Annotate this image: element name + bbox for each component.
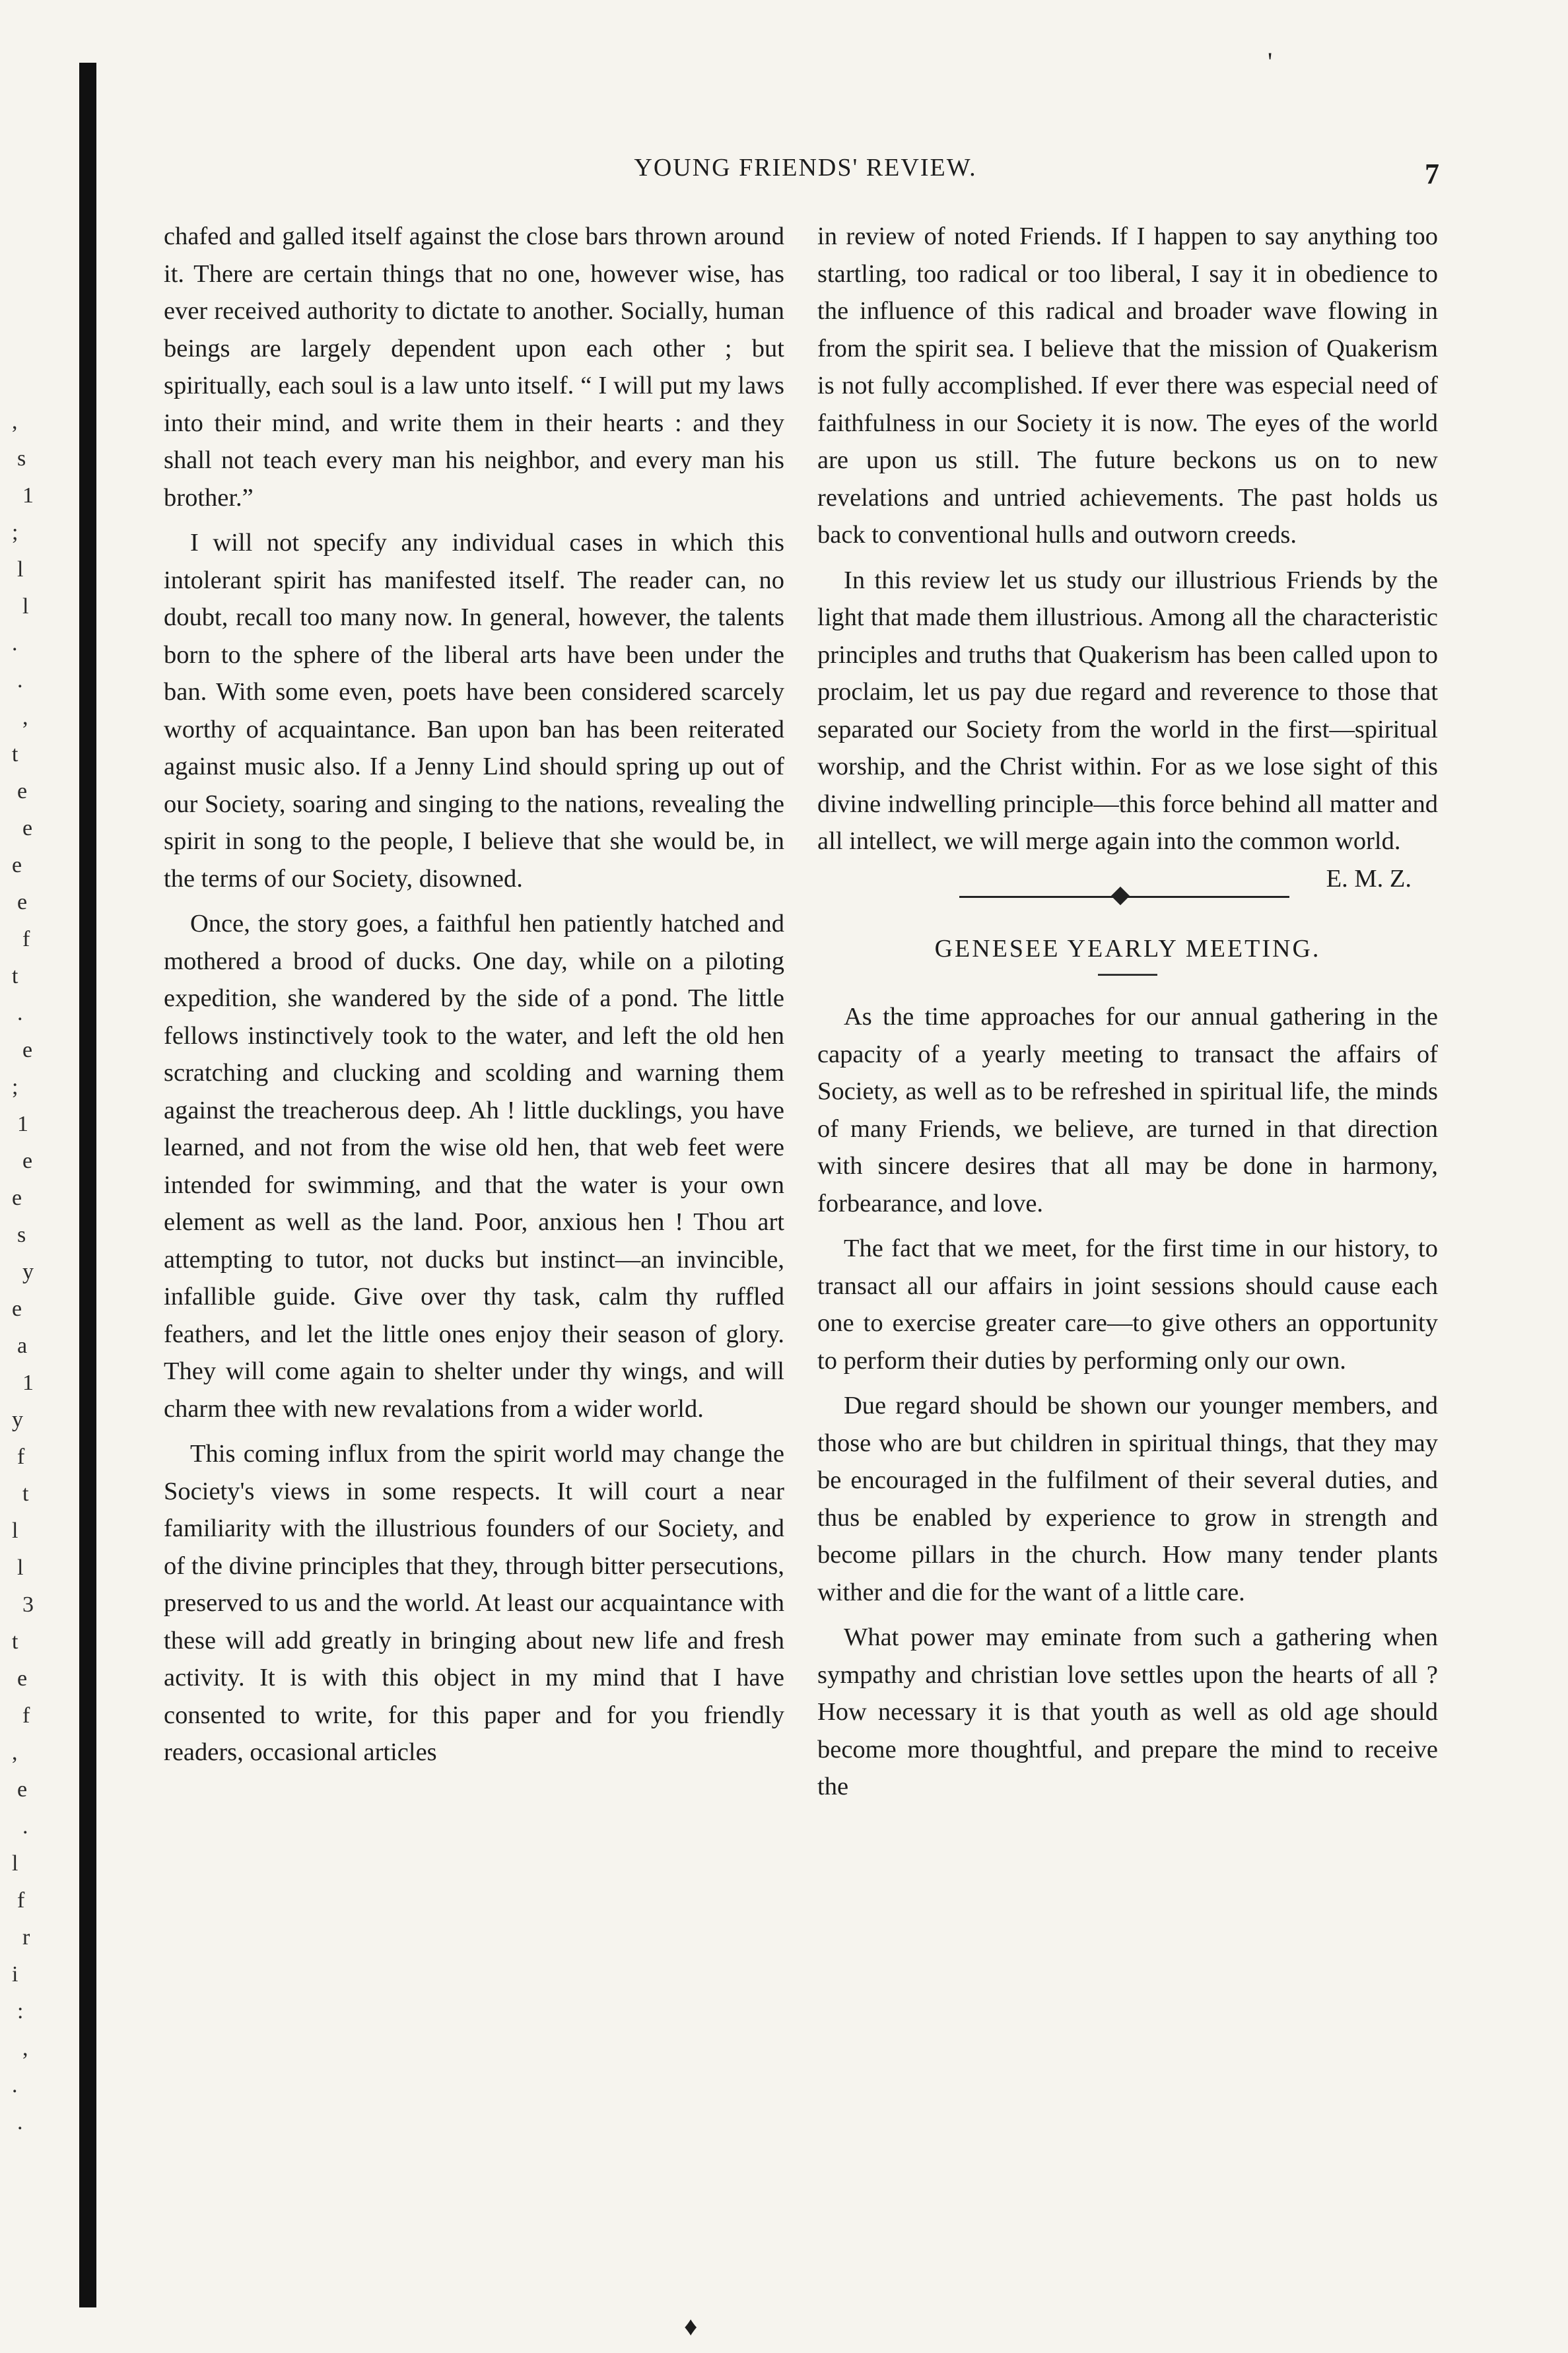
diamond-ornament-icon xyxy=(1111,886,1130,904)
section-title: GENESEE YEARLY MEETING. xyxy=(934,934,1321,963)
bleed-letter: e xyxy=(22,1038,33,1062)
paragraph: in review of noted Friends. If I happen to say anything too startling, too radical or too liberal, I say it in obedience to the influence of this radical and broader wave flowing in from the spirit sea. I believe that the mission of Quakerism is not fully accomplished. If ever there was especial need of faithfulness in our Society it is now. The eyes of the world are upon us still. The future beckons us on to new revelations and untried achievements. The past holds us back to conventional hulls and outworn creeds. xyxy=(817,222,1438,549)
bleed-letter: e xyxy=(12,853,22,877)
bleed-letter: : xyxy=(17,1999,24,2024)
facing-page-bleed xyxy=(0,409,92,2192)
bleed-letter: e xyxy=(17,890,28,914)
bleed-letter: f xyxy=(22,1703,30,1728)
bleed-letter: l xyxy=(12,1851,18,1876)
bleed-letter: , xyxy=(22,705,28,730)
bleed-letter: l xyxy=(12,1518,18,1543)
paragraph: What power may eminate from such a gathering when sympathy and christian love settles upon the hearts of all ? How necessary it is that youth as well as old age should become more thoughtful, and prepare the mind to receive the xyxy=(817,1623,1438,1800)
bleed-letter: , xyxy=(12,409,18,434)
bleed-letter: s xyxy=(17,1223,26,1247)
bleed-letter: y xyxy=(22,1260,34,1284)
bleed-letter: ; xyxy=(12,520,18,545)
bleed-letter: t xyxy=(22,1482,29,1506)
bleed-letter: e xyxy=(17,1666,28,1691)
bleed-letter: y xyxy=(12,1408,23,1432)
bleed-letter: e xyxy=(12,1297,22,1321)
paragraph: I will not specify any individual cases in which this intolerant spirit has manifested itself. The reader can, no doubt, recall too many now. In general, however, the talents born to the sphere of the liberal arts have been under the ban. With some even, poets have been considered scarcely worthy of acquaintance. Ban upon ban has been reiterated against music also. If a Jenny Lind should spring up out of our Society, soaring and singing to the nations, revealing the spirit in song to the people, I believe that she would be, in the terms of our Society, disowned. xyxy=(164,529,784,893)
bleed-letter: l xyxy=(17,1555,24,1580)
bleed-letter: 1 xyxy=(22,483,34,508)
author-signature: E. M. Z. xyxy=(1326,864,1412,893)
paragraph: This coming influx from the spirit world may change the Society's views in some respects. It will court a near familiarity with the illustrious founders of our Society, and of the divine principles that they, through bitter persecutions, preserved to us and the world. At least our acquaintance with these will add greatly in bringing about new life and fresh activity. It is with this object in my mind that I have consented to write, for this paper and for you friendly readers, occasional articles xyxy=(164,1440,784,1766)
bleed-letter: l xyxy=(22,594,29,619)
bleed-letter: e xyxy=(22,816,33,840)
bleed-letter: . xyxy=(17,2110,23,2134)
closing-text: In this review let us study our illustrious Friends by the light that made them illustrious. Among all the characteristic principles and truths that Quakerism has been called upon to proclaim, let us pay due regard and reverence to those that separated our Society from the world in the first—spiritual worship, and the Christ within. For as we lose sight of this divine indwelling principle—this force behind all matter and all intellect, we will merge again into the common world. xyxy=(817,566,1438,855)
closing-paragraph xyxy=(817,562,1438,893)
bleed-letter: . xyxy=(12,2073,18,2097)
paragraph: As the time approaches for our annual gathering in the capacity of a yearly meeting to transact the affairs of Society, as well as to be refreshed in spiritual life, the minds of many Friends, we believe, are turned in that direction with sincere desires that all may be done in harmony, forbearance, and love. xyxy=(817,1003,1438,1217)
page-number: 7 xyxy=(1425,158,1439,190)
bleed-letter: ; xyxy=(12,1075,18,1099)
bleed-letter: i xyxy=(12,1962,18,1987)
bleed-letter: e xyxy=(12,1186,22,1210)
bleed-letter: e xyxy=(22,1149,33,1173)
bleed-letter: . xyxy=(12,631,18,656)
paragraph: chafed and galled itself against the close bars thrown around it. There are certain things that no one, however wise, has ever received authority to dictate to another. Socially, human beings are largely dependent upon each other ; but spiritually, each soul is a law unto itself. “ I will put my laws into their mind, and write them in their hearts : and they shall not teach every man his neighbor, and every man his brother.” xyxy=(164,222,784,512)
bleed-letter: l xyxy=(17,557,24,582)
title-rule xyxy=(1098,974,1157,976)
bleed-letter: f xyxy=(22,927,30,951)
bleed-letter: a xyxy=(17,1334,28,1358)
paragraph: The fact that we meet, for the first time in our history, to transact all our affairs in joint sessions should cause each one to exercise greater care—to give others an opportunity to perform their duties by performing only our own. xyxy=(817,1235,1438,1375)
bleed-letter: . xyxy=(17,668,23,693)
bleed-letter: t xyxy=(12,964,18,988)
section-divider-ornament xyxy=(817,884,1438,910)
bleed-letter: e xyxy=(17,1777,28,1802)
bleed-letter: t xyxy=(12,742,18,767)
bleed-letter: 3 xyxy=(22,1592,34,1617)
bleed-letter: . xyxy=(22,1814,28,1839)
bleed-letter: e xyxy=(17,779,28,803)
bleed-letter: 1 xyxy=(17,1112,28,1136)
bleed-letter: 1 xyxy=(22,1371,34,1395)
paragraph: Due regard should be shown our younger members, and those who are but children in spiritual things, that they may be encouraged in the fulfilment of their several duties, and thus be enabled by experience to grow in strength and become pillars in the church. How many tender plants wither and die for the want of a little care. xyxy=(817,1392,1438,1606)
paragraph: Once, the story goes, a faithful hen patiently hatched and mothered a brood of ducks. One day, while on a piloting expedition, she wandered by the side of a pond. The little fellows instinctively took to the water, and left the old hen scratching and clucking and scolding and warning them against the treacherous deep. Ah ! little ducklings, you have learned, and not from the wise old hen, that web feet were intended for swimming, and that the water is your own element as well as the land. Poor, anxious hen ! Thou art attempting to tutor, not ducks but instinct—an invincible, infallible guide. Give over thy task, calm thy ruffled feathers, and let the little ones enjoy their season of glory. They will come again to shelter under thy wings, and will charm thee with new revalations from a wider world. xyxy=(164,910,784,1423)
right-column xyxy=(817,218,1438,1814)
bleed-letter: , xyxy=(22,2036,28,2061)
bleed-letter: s xyxy=(17,446,26,471)
bleed-letter: f xyxy=(17,1445,25,1469)
bleed-letter: f xyxy=(17,1888,25,1913)
bleed-letter: . xyxy=(17,1001,23,1025)
running-head: YOUNG FRIENDS' REVIEW. xyxy=(634,154,977,182)
bleed-letter: r xyxy=(22,1925,30,1950)
bleed-letter: t xyxy=(12,1629,18,1654)
bleed-letter: , xyxy=(12,1740,18,1765)
footer-mark: ♦ xyxy=(684,2311,698,2341)
left-column xyxy=(164,218,784,1779)
page-header xyxy=(158,153,1452,199)
corner-mark: ' xyxy=(1268,47,1273,77)
